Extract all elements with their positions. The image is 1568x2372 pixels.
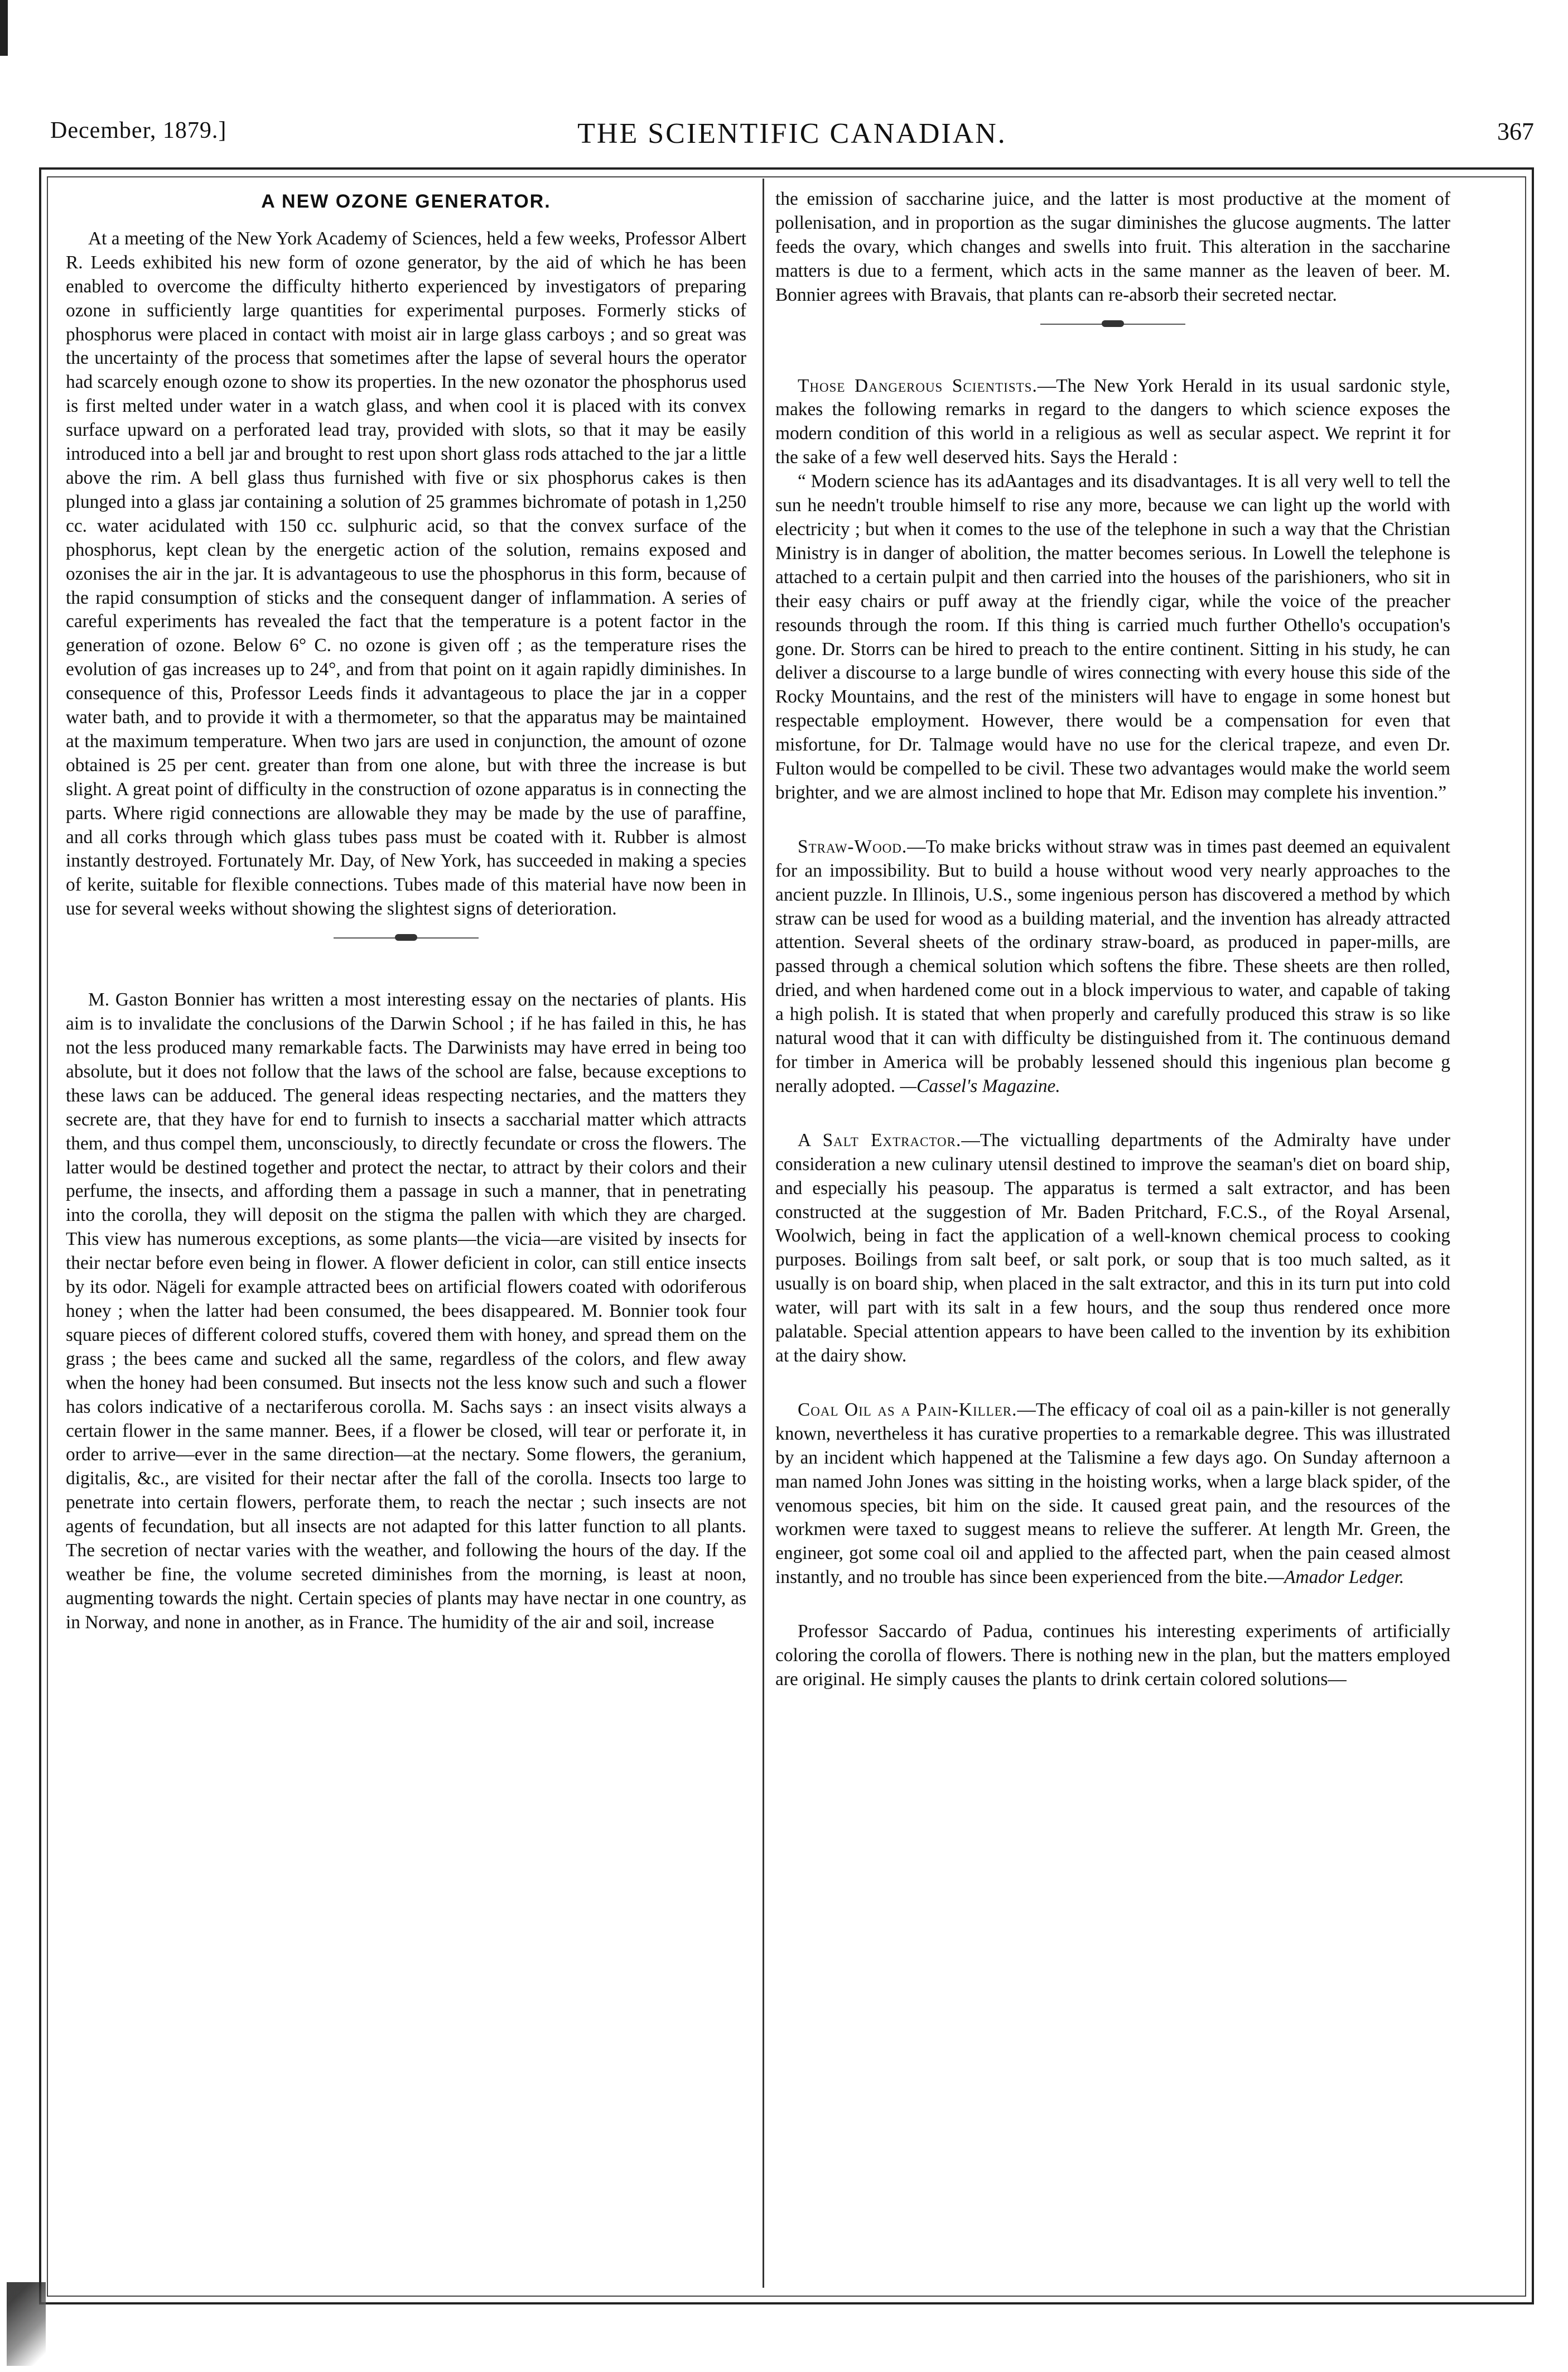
article-source-straw-wood: —Cassel's Magazine. — [900, 1075, 1060, 1096]
article-saccardo: Professor Saccardo of Padua, continues his interesting experiments of artificially coloring the corolla of flowers. There is nothing new in the plan, but the matters employed are original. He simply causes the plants to drink certain colored solutions— — [775, 1621, 1450, 1690]
right-column — [775, 187, 1450, 1692]
page-header — [50, 117, 1534, 156]
article-coal-oil — [775, 1398, 1450, 1590]
section-separator — [775, 313, 1450, 335]
header-date: December, 1879.] — [50, 118, 227, 143]
article-text-straw-wood: —To make bricks without straw was in times past deemed an equivalent for an impossibility. But to build a house without wood very nearly approaches to the ancient puzzle. In Illinois, U.S., some ingenious person has discovered a method by which straw can be used for wood as a building material, and the invention has already attracted attention. Several sheets of the ordinary straw-board, as produced in paper-mills, are passed through a chemical solution which softens the fibre. These sheets are then rolled, dried, and when hardened come out in a block impervious to water, and capable of taking a high polish. It is stated that when properly and carefully produced this straw is so like natural wood that it can with difficulty be distinguished from it. The continuous demand for timber in America will be probably lessened should this ingenious plan become g nerally adopted. — [775, 836, 1450, 1096]
article-body-ozone: At a meeting of the New York Academy of Sciences, held a few weeks, Professor Albert R. Leeds exhibited his new form of ozone generator, by the aid of which he has been enabled to overcome the difficulty hitherto experienced by investigators of preparing ozone in sufficiently large quantities for experimental purposes. Formerly sticks of phosphorus were placed in contact with moist air in large glass carboys ; and so great was the uncertainty of the process that sometimes after the lapse of several hours the operator had scarcely enough ozone to show its properties. In the new ozonator the phosphorus used is first melted under water in a watch glass, and when cool it is placed with its convex surface upward on a perforated lead tray, provided with slots, so that it may be easily introduced into a bell jar and brought to rest upon short glass rods attached to the jar a little above the rim. A bell glass thus furnished with five or six phosphorus cakes is then plunged into a glass jar containing a solution of 25 grammes bichromate of potash in 1,250 cc. water acidulated with 150 cc. sulphuric acid, so that the convex surface of the phosphorus, kept clean by the energetic action of the solution, remains exposed and ozonises the air in the jar. It is advantageous to use the phosphorus in this form, because of the rapid consumption of sticks and the consequent danger of inflammation. A series of careful experiments has revealed the fact that the temperature is a potent factor in the generation of ozone. Below 6° C. no ozone is given off ; as the temperature rises the evolution of gas increases up to 24°, and from that point on it again rapidly diminishes. In consequence of this, Professor Leeds finds it advantageous to place the jar in a copper water bath, and to provide it with a thermometer, so that the apparatus may be maintained at the maximum temperature. When two jars are used in conjunction, the amount of ozone obtained is 25 per cent. greater than from one alone, but with three the increase is but slight. A great point of difficulty in the construction of ozone apparatus is in connecting the parts. Where rigid connections are allowable they may be made by the use of paraffine, and all corks through which glass tubes pass must be coated with it. Rubber is almost instantly destroyed. Fortunately Mr. Day, of New York, has succeeded in making a species of kerite, suitable for flexible connections. Tubes made of this material have now been in use for several weeks without showing the slightest signs of deterioration. — [66, 228, 746, 920]
article-heading-coal-oil: Coal Oil as a Pain-Killer. — [798, 1399, 1017, 1420]
header-page-number: 367 — [1497, 118, 1534, 145]
article-title-ozone: A NEW OZONE GENERATOR. — [261, 191, 551, 212]
article-heading-straw-wood: Straw-Wood. — [798, 836, 908, 857]
article-quote-herald: “ Modern science has its adAantages and its disadvantages. It is all very well to tell the sun he needn't trouble himself to rise any more, because we can light up the world with electricity ; but when it comes to the use of the telephone in such a way that the Christian Ministry is in danger of abolition, the matter becomes serious. In Lowell the telephone is attached to a certain pulpit and then carried into the houses of the parishioners, who sit in their easy chairs or puff away at the friendly cigar, while the voice of the preacher resounds through the room. If this thing is carried much further Othello's occupation's gone. Dr. Storrs can be hired to preach to the entire continent. Sitting in his study, he can deliver a discourse to a large bundle of wires connecting with every house this side of the Rocky Mountains, and the rest of the ministers will have to engage in some honest but respectable employment. However, there would be a compensation for even that misfortune, for Dr. Talmage would have no use for the clerical trapeze, and even Dr. Fulton would be compelled to be civil. These two advantages would make the world seem brighter, and we are almost inclined to hope that Mr. Edison may complete his invention.” — [775, 471, 1450, 803]
scan-edge-mark — [0, 0, 8, 56]
article-text-coal-oil: —The efficacy of coal oil as a pain-killer is not generally known, nevertheless it has curative properties to a remarkable degree. This was illustrated by an incident which happened at the Talismine a few days ago. On Sunday afternoon a man named John Jones was sitting in the hoisting works, when a large black spider, of the venomous species, bit him on the side. It caused great pain, and the resources of the workmen were taxed to suggest means to relieve the sufferer. At length Mr. Green, the engineer, got some coal oil and applied to the affected part, when the pain ceased almost instantly, and no trouble has since been experienced from the bite. — [775, 1399, 1450, 1588]
header-journal-title: THE SCIENTIFIC CANADIAN. — [577, 118, 1007, 150]
article-text-salt-extractor: —The victualling departments of the Admiralty have under consideration a new culinary utensil destined to improve the seaman's diet on board ship, and especially his peasoup. The apparatus is termed a salt extractor, and has been constructed at the suggestion of Mr. Baden Pritchard, F.C.S., of the Royal Arsenal, Woolwich, being in fact the application of a well-known chemical process to cooking purposes. Boilings from salt beef, or salt pork, or soup that is too much salted, as it usually is on board ship, when placed in the salt extractor, and this in its turn put into cold water, will part with its salt in a few hours, and the soup thus rendered once more palatable. Special attention appears to have been called to the invention by its exhibition at the dairy show. — [775, 1129, 1450, 1366]
scan-edge-mark-bottom — [7, 2282, 46, 2366]
left-column — [66, 187, 746, 1635]
article-body-nectaries: M. Gaston Bonnier has written a most interesting essay on the nectaries of plants. His aim is to invalidate the conclusions of the Darwin School ; if he has failed in this, he has not the less produced many remarkable facts. The Darwinists may have erred in being too absolute, but it does not follow that the laws of the school are false, because exceptions to these laws can be adduced. The general ideas respecting nectaries, and the matters they secrete are, that they have for end to furnish to insects a saccharial matter which attracts them, and thus compel them, unconsciously, to directly fecundate or cross the flowers. The latter would be destined together and protect the nectar, to attract by their colors and their perfume, the insects, and affording them a passage in such a manner, that in penetrating into the corolla, they will deposit on the stigma the pallen with which they are charged. This view has numerous exceptions, as some plants—the vicia—are visited by insects for their nectar before even being in flower. A flower deficient in color, can still entice insects by its odor. Nägeli for example attracted bees on artificial flowers coated with odoriferous honey ; when the latter had been consumed, the bees disappeared. M. Bonnier took four square pieces of different colored stuffs, covered them with honey, and spread them on the grass ; the bees came and sucked all the same, regardless of the colors, and flew away when the honey had been consumed. But insects not the less know such and such a flower has colors indicative of a nectariferous corolla. M. Sachs says : an insect visits always a certain flower in the same manner. Bees, if a flower be closed, will tear or perforate it, in order to arrive—ever in the same direction—at the nectary. Some flowers, the geranium, digitalis, &c., are visited for their nectar after the fall of the corolla. Insects too large to penetrate into certain flowers, perforate them, to reach the nectar ; such insects are not agents of fecundation, but all insects are not adapted for this latter function to all plants. The secretion of nectar varies with the weather, and following the hours of the day. If the weather be fine, the volume secreted diminishes from the morning, is least at noon, augmenting towards the night. Certain species of plants may have nectar in one country, as in Norway, and none in another, as in France. The humidity of the air and soil, increase — [66, 989, 746, 1633]
article-straw-wood — [775, 835, 1450, 1099]
section-separator — [66, 927, 746, 949]
column-divider — [763, 179, 764, 2288]
article-heading-dangerous-scientists: Those Dangerous Scientists. — [798, 375, 1038, 396]
article-heading-salt-extractor: A Salt Extractor. — [798, 1129, 962, 1151]
article-text-dangerous-scientists: —The New York Herald in its usual sardonic style, makes the following remarks in regard to the dangers to which science exposes the modern condition of this world in a religious as well as secular aspect. We reprint it for the sake of a few well deserved hits. Says the Herald : — [775, 375, 1450, 468]
article-dangerous-scientists — [775, 374, 1450, 470]
article-source-coal-oil: —Amador Ledger. — [1267, 1567, 1405, 1588]
article-salt-extractor — [775, 1129, 1450, 1368]
article-body-nectaries-continued: the emission of saccharine juice, and the latter is most productive at the moment of pollenisation, and in proportion as the sugar diminishes the glucose augments. The latter feeds the ovary, which changes and swells into fruit. This alteration in the saccharine matters is due to a ferment, which acts in the same manner as the leaven of beer. M. Bonnier agrees with Bravais, that plants can re-absorb their secreted nectar. — [775, 189, 1450, 305]
